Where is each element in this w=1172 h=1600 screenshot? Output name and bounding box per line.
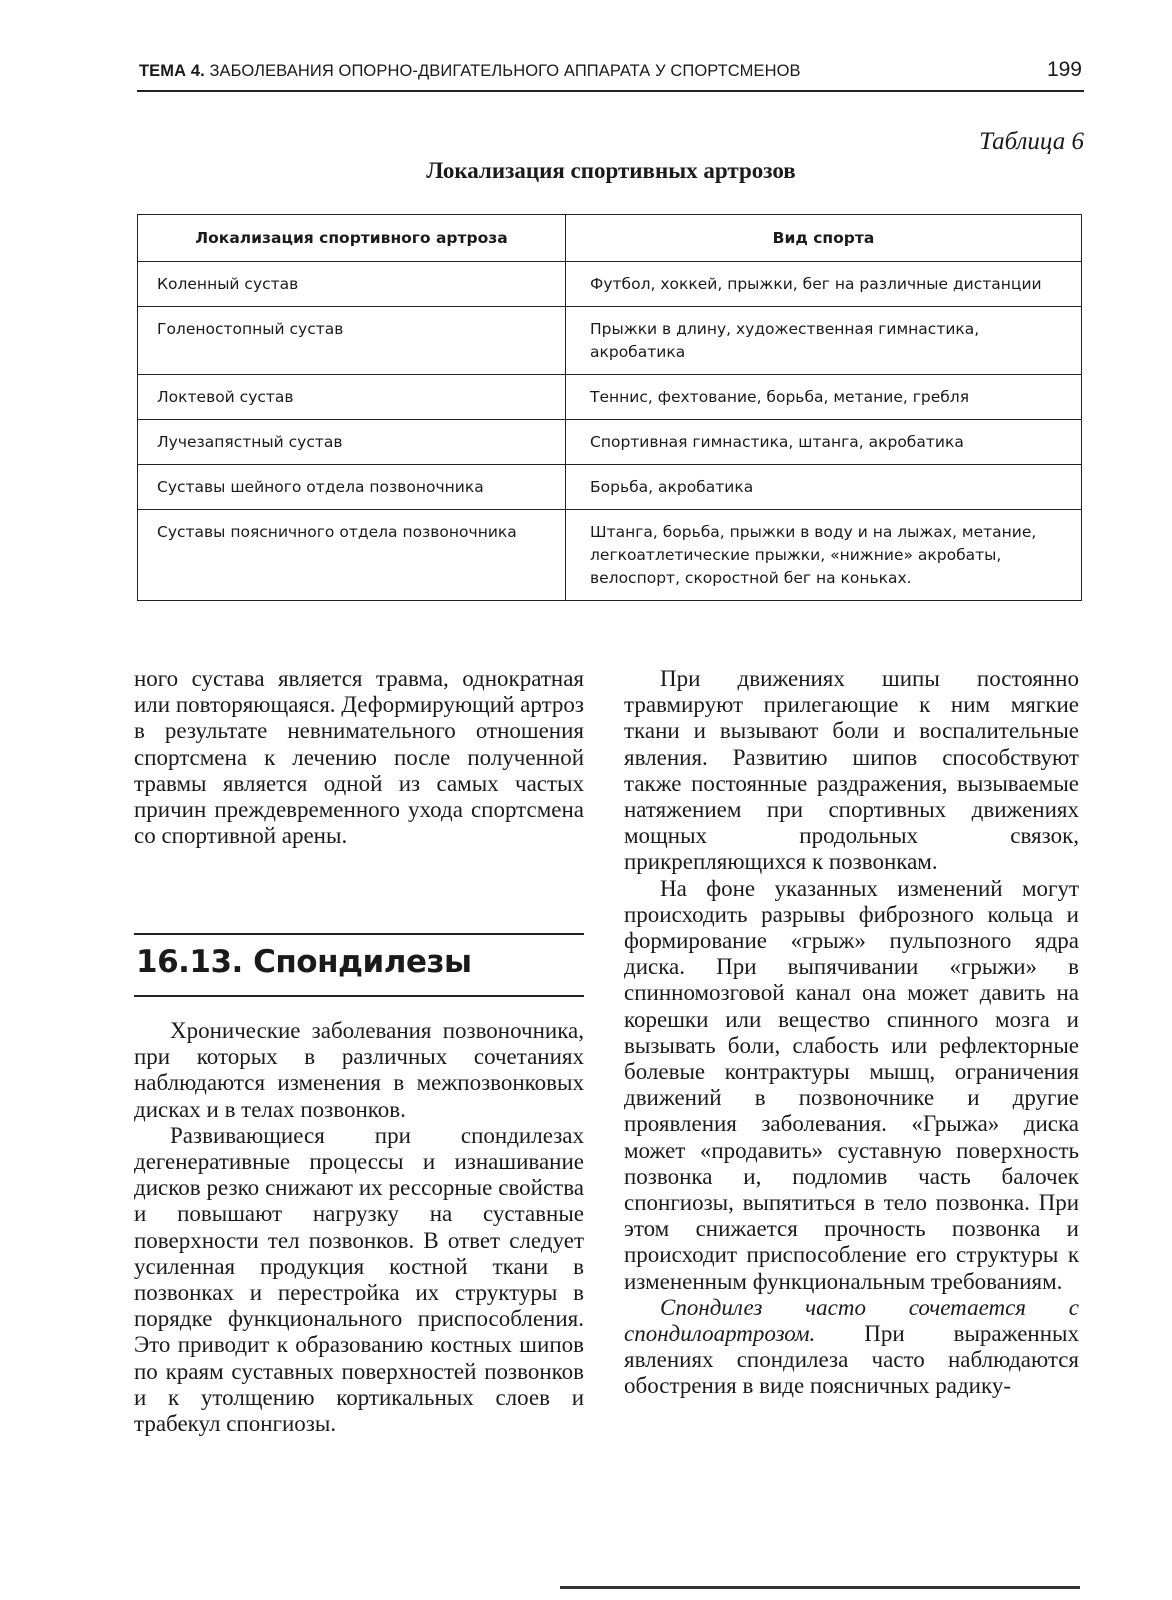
- running-head-title: [139, 62, 801, 81]
- paragraph: Развивающиеся при спондилезах дегенеративные процессы и изнашивание дисков резко снижают их рессорные свойства и повышают нагрузку на суставные поверхности тел позвонков. В ответ следует усиленная продукция костной ткани в позвонках и перестройка их структуры в порядке функционального приспособления. Это приводит к образованию костных шипов по краям суставных поверхностей позвонков и к утолщению кортикальных слоев и трабекул спонгиозы.: [134, 1122, 584, 1437]
- paragraph: На фоне указанных изменений могут происходить разрывы фиброзного кольца и формирование «грыж» пульпозного ядра диска. При выпячивании «грыжи» в спинномозговой канал она может давить на корешки или вещество спинного мозга и вызывать боли, слабость или рефлекторные болевые контрактуры мышц, ограничения движений в позвоночнике и другие проявления заболевания. «Грыжа» диска может «продавить» суставную поверхность позвонка и, подломив часть балочек спонгиозы, выпятиться в тело позвонка. При этом снижается прочность позвонка и происходит приспособление его структуры к измененным функциональным требованиям.: [624, 875, 1079, 1294]
- table-header-row: [138, 215, 1082, 262]
- right-column: [624, 666, 1079, 1400]
- paragraph-rest: При выраженных явлениях спондилеза часто наблюдаются обострения в виде поясничных радику-: [624, 1321, 1079, 1399]
- section-heading: 16.13. Спондилезы: [136, 944, 472, 980]
- page-number: 199: [1046, 58, 1082, 81]
- table-row: [138, 465, 1082, 510]
- table-row: [138, 420, 1082, 465]
- section-heading-block: [134, 933, 584, 997]
- cell-sport: Спортивная гимнастика, штанга, акробатика: [566, 420, 1082, 465]
- bottom-rule: [560, 1586, 1080, 1589]
- table-title: Локализация спортивных артрозов: [426, 158, 796, 183]
- paragraph: ного сустава является травма, однократная или повторяющаяся. Деформирующий артроз в результате невнимательного отношения спортсмена к лечению после полученной травмы является одной из самых частых причин преждевременного ухода спортсмена со спортивной арены.: [134, 666, 584, 849]
- running-head-topic: ТЕМА 4.: [139, 62, 205, 80]
- table-label: Таблица 6: [979, 128, 1084, 155]
- paragraph: При движениях шипы постоянно травмируют прилегающие к ним мягкие ткани и вызывают боли и воспалительные явления. Развитию шипов способствуют также постоянные раздражения, вызываемые натяжением при спортивных движениях мощных продольных связок, прикрепляющихся к позвонкам.: [624, 666, 1079, 875]
- italic-lead: Спондилез часто сочетается с спондилоартрозом.: [624, 1294, 1079, 1347]
- cell-localization: Лучезапястный сустав: [138, 420, 566, 465]
- cell-localization: Голеностопный сустав: [138, 307, 566, 375]
- cell-sport: Прыжки в длину, художественная гимнастика, акробатика: [566, 307, 1082, 375]
- localization-table: [137, 214, 1082, 601]
- cell-sport: Футбол, хоккей, прыжки, бег на различные дистанции: [566, 262, 1082, 307]
- left-column-continuation: [134, 666, 584, 849]
- table-row: [138, 375, 1082, 420]
- paragraph: Хронические заболевания позвоночника, при которых в различных сочетаниях наблюдаются изменения в межпозвонковых дисках и в телах позвонков.: [134, 1018, 584, 1122]
- running-head: [137, 58, 1084, 92]
- paragraph: [624, 1295, 1079, 1400]
- cell-sport: Теннис, фехтование, борьба, метание, гребля: [566, 375, 1082, 420]
- cell-localization: Суставы поясничного отдела позвоночника: [138, 510, 566, 601]
- cell-localization: Коленный сустав: [138, 262, 566, 307]
- column-header-localization: Локализация спортивного артроза: [138, 215, 566, 262]
- cell-sport: Борьба, акробатика: [566, 465, 1082, 510]
- cell-localization: Локтевой сустав: [138, 375, 566, 420]
- cell-sport: Штанга, борьба, прыжки в воду и на лыжах, метание, легкоатлетические прыжки, «нижние» акробаты, велоспорт, скоростной бег на коньках.: [566, 510, 1082, 601]
- table-row: [138, 307, 1082, 375]
- table-row: [138, 262, 1082, 307]
- column-header-sport: Вид спорта: [566, 215, 1082, 262]
- left-column-body: [134, 1018, 584, 1437]
- table-row: [138, 510, 1082, 601]
- cell-localization: Суставы шейного отдела позвоночника: [138, 465, 566, 510]
- running-head-chapter: ЗАБОЛЕВАНИЯ ОПОРНО-ДВИГАТЕЛЬНОГО АППАРАТА У СПОРТСМЕНОВ: [204, 62, 801, 80]
